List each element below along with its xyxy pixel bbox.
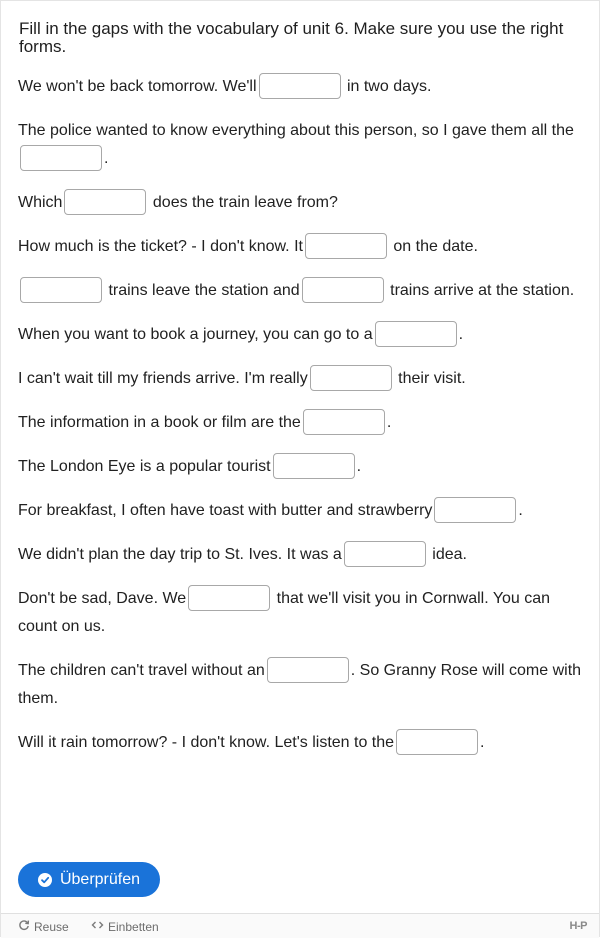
question-text [18,409,590,437]
question-text [18,117,590,173]
task-description: Fill in the gaps with the vocabulary of unit 6. Make sure you use the right forms. [19,19,564,56]
question-13 [18,657,590,713]
question-1 [18,73,590,101]
question-7 [18,365,590,393]
gap-input[interactable] [20,145,102,171]
gap-input[interactable] [396,729,478,755]
gap-input[interactable] [302,277,384,303]
gap-input[interactable] [310,365,392,391]
question-6 [18,321,590,349]
question-11 [18,541,590,569]
gap-input[interactable] [305,233,387,259]
question-text [18,365,590,393]
question-text-part: For breakfast, I often have toast with butter and strawberry [18,502,433,519]
footer-bar [1,913,599,938]
question-5 [18,277,590,305]
question-text-part: trains arrive at the station. [385,282,575,299]
question-text [18,497,590,525]
gap-input[interactable] [259,73,341,99]
question-text [18,657,590,713]
question-text-part: When you want to book a journey, you can go to a [18,326,373,343]
gap-input[interactable] [267,657,349,683]
question-text-part: idea. [427,546,467,563]
question-12 [18,585,590,641]
question-text-part: The children can't travel without an [18,662,265,679]
question-text [18,729,590,757]
gap-input[interactable] [344,541,426,567]
question-text [18,233,590,261]
code-icon [91,919,104,934]
question-text-part: their visit. [393,370,466,387]
question-2 [18,117,590,173]
question-text-part: Which [18,194,63,211]
gap-input[interactable] [188,585,270,611]
question-text-part: that we'll visit you in Cornwall. You can count on us. [18,590,551,635]
question-9 [18,453,590,481]
check-circle-icon [38,873,52,887]
reuse-link[interactable] [18,919,69,934]
gap-input[interactable] [273,453,355,479]
question-text-part: We didn't plan the day trip to St. Ives. It was a [18,546,342,563]
check-button[interactable] [18,862,160,897]
question-text-part: . [518,502,523,519]
question-text-part: Will it rain tomorrow? - I don't know. Let's listen to the [18,734,395,751]
embed-link[interactable] [91,919,159,934]
question-text-part: on the date. [388,238,478,255]
embed-label: Einbetten [108,919,159,934]
question-text-part: in two days. [342,78,432,95]
question-text [18,585,590,641]
question-text-part: The police wanted to know everything about this person, so I gave them all the [18,122,574,139]
question-3 [18,189,590,217]
gap-input[interactable] [375,321,457,347]
gap-input[interactable] [434,497,516,523]
question-text-part: The information in a book or film are the [18,414,301,431]
question-text-part: The London Eye is a popular tourist [18,458,271,475]
h5p-logo: H-P [569,920,587,932]
question-text-part: . [458,326,464,343]
question-text-part: . [386,414,392,431]
question-text [18,73,590,101]
question-text [18,277,590,305]
question-10 [18,497,590,525]
gap-input[interactable] [303,409,385,435]
question-14 [18,729,590,757]
question-text-part: Don't be sad, Dave. We [18,590,187,607]
question-text [18,321,590,349]
question-text-part: . [480,734,485,751]
question-text-part: . [104,150,109,167]
question-text [18,189,590,217]
question-text-part: does the train leave from? [148,194,338,211]
question-text [18,541,590,569]
check-button-label: Überprüfen [59,870,141,888]
question-text-part: trains leave the station and [104,282,300,299]
gap-input[interactable] [20,277,102,303]
question-text-part: How much is the ticket? - I don't know. It [18,238,303,255]
reuse-label: Reuse [34,919,69,934]
refresh-icon [18,919,30,934]
question-text [18,453,590,481]
question-text-part: I can't wait till my friends arrive. I'm really [18,370,308,387]
question-4 [18,233,590,261]
question-text-part: . So Granny Rose will come with them. [18,662,582,707]
question-text-part: . [356,458,362,475]
question-text-part: We won't be back tomorrow. We'll [18,78,257,95]
question-8 [18,409,590,437]
gap-input[interactable] [64,189,146,215]
